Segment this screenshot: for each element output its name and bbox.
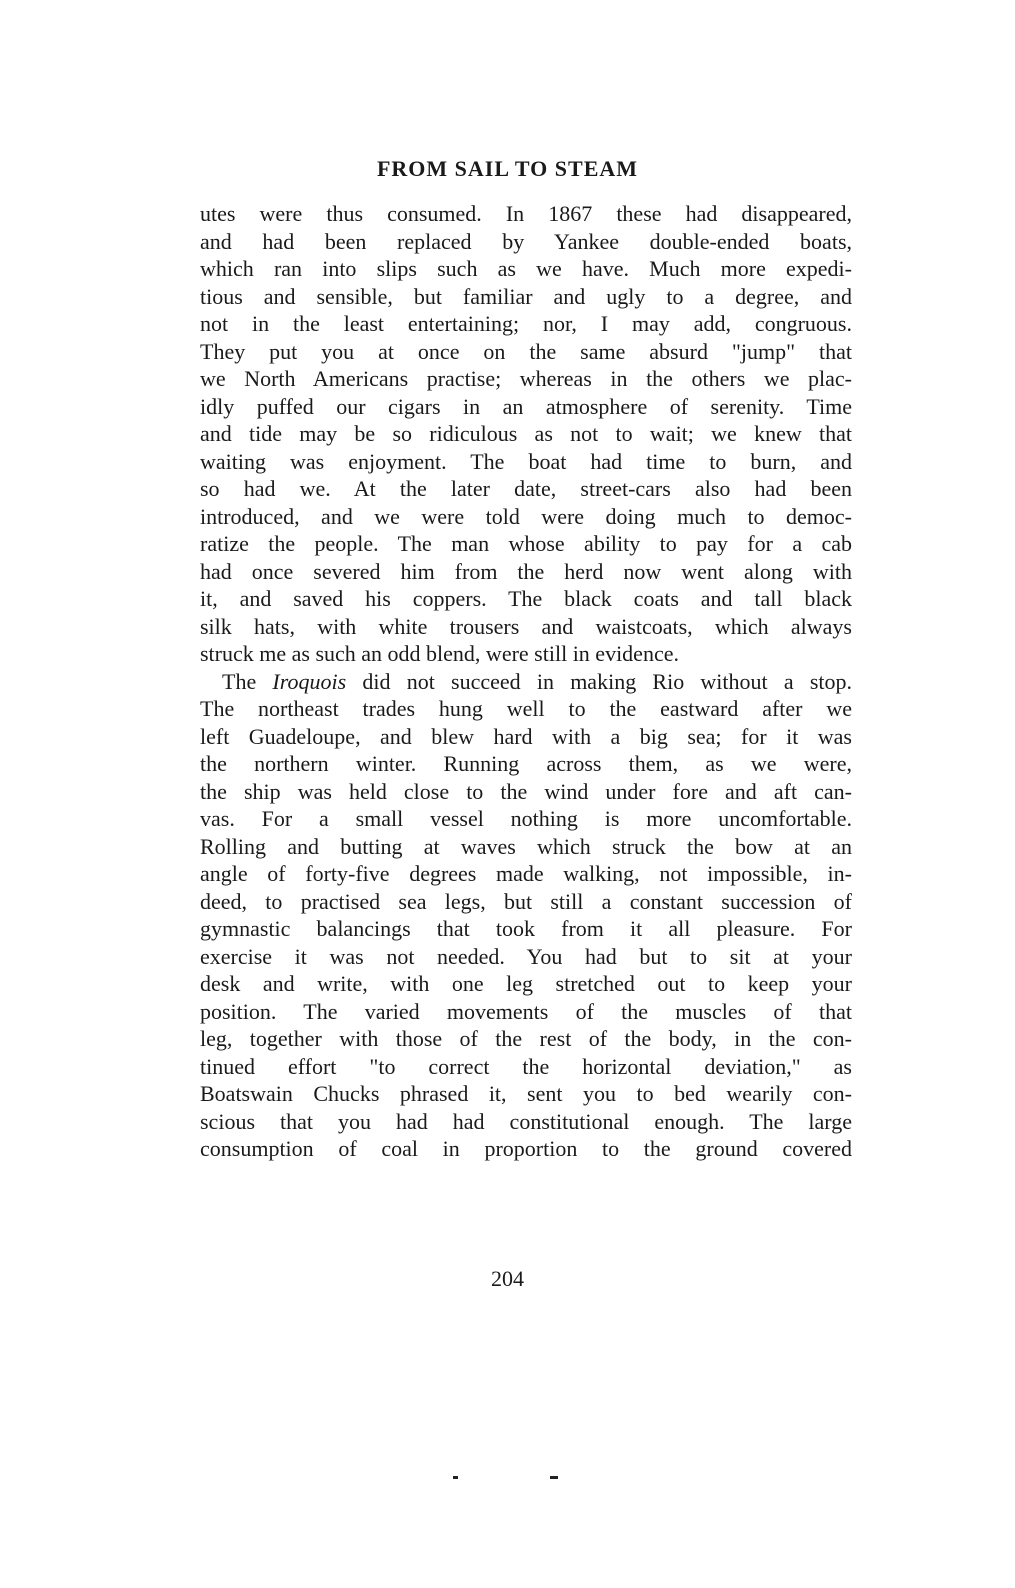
text-line: had once severed him from the herd now went along with xyxy=(200,558,852,584)
text-line: angle of forty-five degrees made walking, not impossible, in- xyxy=(200,861,852,886)
ship-name-italic: Iroquois xyxy=(272,668,347,694)
text-run: did not succeed in making Rio without a stop. xyxy=(346,668,852,694)
text-line: which ran into slips such as we have. Much more expedi- xyxy=(200,256,852,281)
text-line: the northern winter. Running across them, as we were, xyxy=(200,751,852,776)
text-line: utes were thus consumed. In 1867 these had disappeared, xyxy=(200,201,852,226)
text-line: desk and write, with one leg stretched out to keep your xyxy=(200,971,852,996)
scan-mark xyxy=(550,1476,558,1479)
text-line: tinued effort "to correct the horizontal deviation," as xyxy=(200,1053,852,1079)
text-line: position. The varied movements of the muscles of that xyxy=(200,998,852,1024)
text-line: deed, to practised sea legs, but still a constant succession of xyxy=(200,888,852,914)
text-line: it, and saved his coppers. The black coats and tall black xyxy=(200,586,852,611)
scan-mark xyxy=(453,1476,458,1479)
text-line: the ship was held close to the wind under fore and aft can- xyxy=(200,778,852,804)
paragraph-first-line xyxy=(200,668,852,696)
text-line: we North Americans practise; whereas in the others we plac- xyxy=(200,366,852,391)
text-line: so had we. At the later date, street-cars also had been xyxy=(200,476,852,501)
running-head: FROM SAIL TO STEAM xyxy=(376,156,639,181)
text-line: ratize the people. The man whose ability to pay for a cab xyxy=(200,531,852,556)
text-line: consumption of coal in proportion to the ground covered xyxy=(200,1136,852,1161)
text-line: and had been replaced by Yankee double-ended boats, xyxy=(200,228,852,254)
text-line: silk hats, with white trousers and waistcoats, which always xyxy=(200,613,852,639)
text-line: left Guadeloupe, and blew hard with a big sea; for it was xyxy=(200,723,852,749)
text-line: Boatswain Chucks phrased it, sent you to bed wearily con- xyxy=(200,1081,852,1106)
text-line: tious and sensible, but familiar and ugly to a degree, and xyxy=(200,283,852,309)
text-line: leg, together with those of the rest of the body, in the con- xyxy=(200,1026,852,1051)
text-line: The northeast trades hung well to the eastward after we xyxy=(200,696,852,721)
text-line: scious that you had had constitutional enough. The large xyxy=(200,1108,852,1134)
text-line: gymnastic balancings that took from it all pleasure. For xyxy=(200,916,852,941)
text-line: idly puffed our cigars in an atmosphere of serenity. Time xyxy=(200,393,852,419)
text-line: exercise it was not needed. You had but to sit at your xyxy=(200,943,852,969)
text-line: Rolling and butting at waves which struck the bow at an xyxy=(200,833,852,859)
text-line: introduced, and we were told were doing much to democ- xyxy=(200,503,852,529)
page-number: 204 xyxy=(491,1266,524,1291)
text-line: and tide may be so ridiculous as not to wait; we knew that xyxy=(200,421,852,446)
body-text xyxy=(200,200,852,1163)
text-line: vas. For a small vessel nothing is more uncomfortable. xyxy=(200,806,852,831)
text-line: struck me as such an odd blend, were still in evidence. xyxy=(200,641,679,666)
text-line: waiting was enjoyment. The boat had time to burn, and xyxy=(200,448,852,474)
text-run: The xyxy=(222,668,273,694)
text-line: They put you at once on the same absurd "jump" that xyxy=(200,338,852,364)
text-line: not in the least entertaining; nor, I may add, congruous. xyxy=(200,311,852,336)
